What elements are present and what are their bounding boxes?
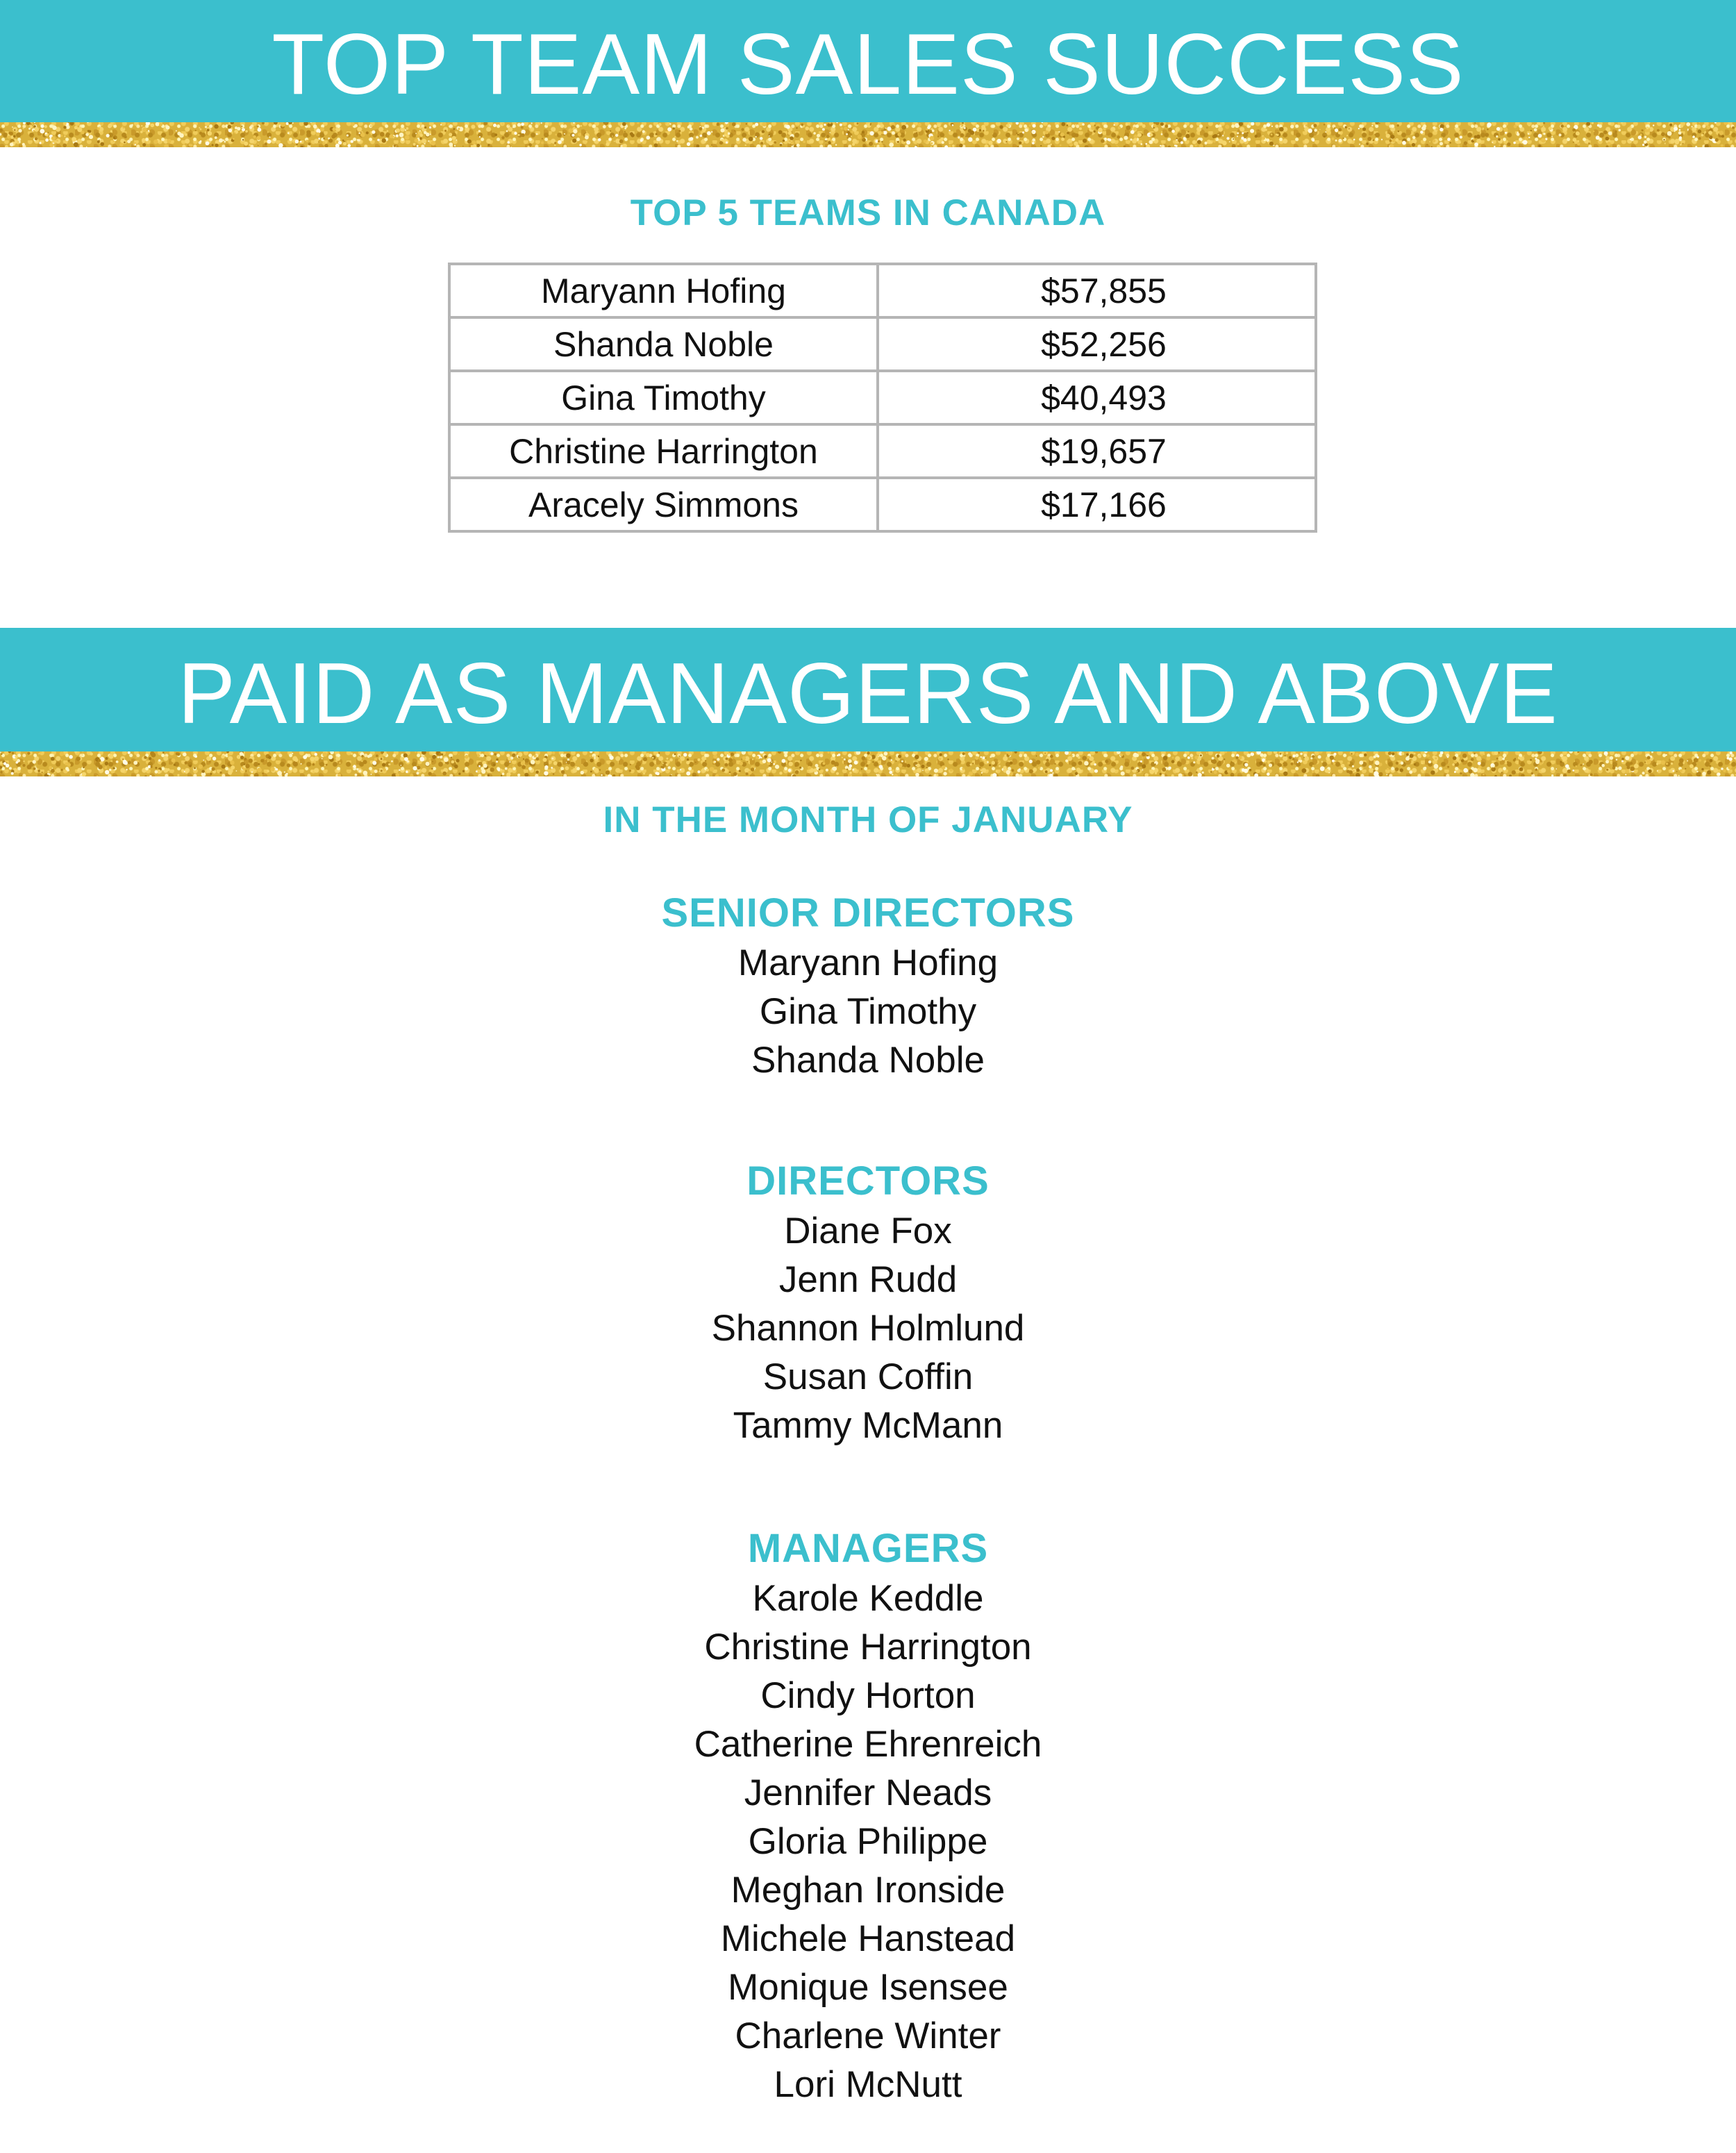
list-item: Cindy Horton xyxy=(760,1675,976,1716)
team-name-cell: Maryann Hofing xyxy=(449,264,878,317)
team-name-cell: Gina Timothy xyxy=(449,371,878,424)
list-item: Meghan Ironside xyxy=(731,1870,1005,1911)
list-item: Maryann Hofing xyxy=(737,942,999,983)
list-item: Gina Timothy xyxy=(759,991,977,1032)
list-item: Diane Fox xyxy=(784,1211,952,1252)
gold-glitter-divider xyxy=(0,751,1736,776)
list-item: Charlene Winter xyxy=(735,2015,1001,2056)
senior-directors-heading: SENIOR DIRECTORS xyxy=(661,890,1075,936)
gold-glitter-divider xyxy=(0,122,1736,147)
section-title-top-team-sales: TOP TEAM SALES SUCCESS xyxy=(272,17,1464,113)
list-item: Susan Coffin xyxy=(762,1356,974,1397)
table-row xyxy=(449,371,1316,424)
team-name-cell: Shanda Noble xyxy=(449,317,878,371)
list-item: Tammy McMann xyxy=(733,1405,1003,1446)
list-item: Karole Keddle xyxy=(752,1578,984,1619)
managers-list xyxy=(0,1574,1736,2109)
subtitle-month-of-january: IN THE MONTH OF JANUARY xyxy=(603,799,1133,840)
list-item: Gloria Philippe xyxy=(748,1821,988,1862)
list-item: Jenn Rudd xyxy=(778,1259,958,1300)
managers-heading: MANAGERS xyxy=(747,1526,989,1571)
subtitle-top-5-teams: TOP 5 TEAMS IN CANADA xyxy=(630,192,1106,233)
team-sales-cell: $57,855 xyxy=(878,264,1316,317)
table-row xyxy=(449,317,1316,371)
directors-heading: DIRECTORS xyxy=(746,1158,990,1204)
list-item: Shannon Holmlund xyxy=(711,1308,1025,1349)
list-item: Christine Harrington xyxy=(704,1627,1032,1668)
senior-directors-list xyxy=(0,939,1736,1085)
top-teams-table xyxy=(448,263,1317,533)
header-band-paid-as-managers xyxy=(0,628,1736,753)
table-row xyxy=(449,478,1316,531)
table-row xyxy=(449,264,1316,317)
team-sales-cell: $40,493 xyxy=(878,371,1316,424)
header-band-top-team-sales xyxy=(0,0,1736,124)
senior-directors-group xyxy=(0,888,1736,1085)
list-item: Shanda Noble xyxy=(751,1040,985,1081)
team-sales-cell: $19,657 xyxy=(878,424,1316,478)
directors-group xyxy=(0,1156,1736,1450)
list-item: Monique Isensee xyxy=(728,1967,1008,2008)
table-row xyxy=(449,424,1316,478)
list-item: Jennifer Neads xyxy=(744,1772,992,1813)
team-sales-cell: $17,166 xyxy=(878,478,1316,531)
managers-group xyxy=(0,1523,1736,2109)
list-item: Catherine Ehrenreich xyxy=(694,1724,1042,1765)
list-item: Michele Hanstead xyxy=(720,1918,1016,1959)
directors-list xyxy=(0,1207,1736,1450)
team-name-cell: Christine Harrington xyxy=(449,424,878,478)
top-teams-table-body xyxy=(449,264,1316,531)
team-name-cell: Aracely Simmons xyxy=(449,478,878,531)
section-title-paid-as-managers: PAID AS MANAGERS AND ABOVE xyxy=(178,646,1558,742)
list-item: Lori McNutt xyxy=(774,2064,962,2105)
team-sales-cell: $52,256 xyxy=(878,317,1316,371)
